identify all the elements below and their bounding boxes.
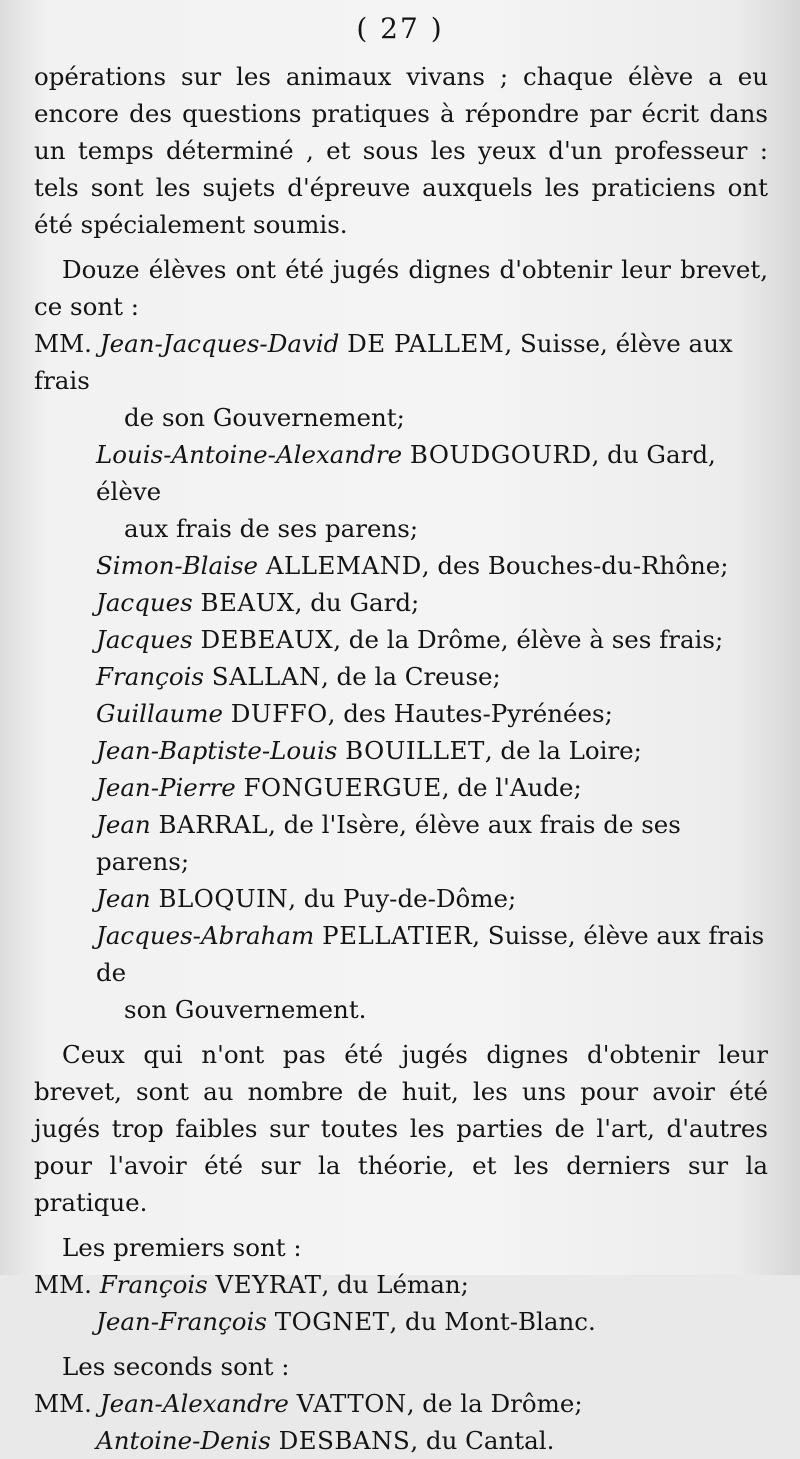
surname: ALLEMAND <box>265 551 422 580</box>
given-name: Jean-Pierre <box>96 773 236 802</box>
list-item <box>34 732 768 769</box>
surname: BLOQUIN <box>158 884 289 913</box>
given-name: Jean-Jacques-David <box>99 329 340 358</box>
origin: , du Cantal. <box>410 1426 555 1455</box>
origin: , de la Creuse; <box>320 662 501 691</box>
list-item <box>34 1266 768 1303</box>
list-item <box>34 880 768 917</box>
list-item-continuation: aux frais de ses parens; <box>124 514 419 543</box>
given-name: Jean-Baptiste-Louis <box>96 736 338 765</box>
list-item <box>34 584 768 621</box>
origin: , de l'Aude; <box>441 773 582 802</box>
list-item <box>34 695 768 732</box>
surname: DESBANS <box>278 1426 411 1455</box>
list-item-continuation: son Gouvernement. <box>124 995 367 1024</box>
origin: , Suisse, élève aux frais <box>34 329 733 395</box>
list-item <box>34 1385 768 1422</box>
admitted-students-list <box>34 325 768 1028</box>
list-item <box>34 658 768 695</box>
surname: SALLAN <box>211 662 321 691</box>
page-body <box>34 58 768 1459</box>
mm-prefix: MM. <box>34 329 92 358</box>
origin: , de la Drôme, élève à ses frais; <box>333 625 724 654</box>
surname: DE PALLEM <box>347 329 505 358</box>
list-item <box>34 917 768 991</box>
mm-prefix: MM. <box>34 1270 92 1299</box>
given-name: François <box>96 662 204 691</box>
page-number: ( 27 ) <box>356 12 444 45</box>
seconds-list <box>34 1385 768 1459</box>
given-name: Jacques <box>96 588 193 617</box>
origin: , du Mont-Blanc. <box>389 1307 596 1336</box>
surname: VATTON <box>296 1389 407 1418</box>
surname: VEYRAT <box>215 1270 322 1299</box>
list-item-continuation: de son Gouvernement; <box>124 403 405 432</box>
paragraph-2: Douze élèves ont été jugés dignes d'obtenir leur brevet, ce sont : <box>34 255 768 321</box>
list-item <box>34 1303 768 1340</box>
paragraph-1: opérations sur les animaux vivans ; chaque élève a eu encore des questions pratiques à répondre par écrit dans un temps déterminé , et sous les yeux d'un professeur : tels sont les sujets d'épreuve auxquels les praticiens ont été spécialement soumis. <box>34 62 768 239</box>
list-item <box>34 325 768 399</box>
given-name: Antoine-Denis <box>96 1426 271 1455</box>
given-name: Louis-Antoine-Alexandre <box>96 440 403 469</box>
surname: FONGUERGUE <box>243 773 442 802</box>
origin: , de l'Isère, élève aux frais de ses parens; <box>96 810 681 876</box>
given-name: Jacques <box>96 625 193 654</box>
given-name: François <box>99 1270 208 1299</box>
seconds-heading: Les seconds sont : <box>62 1352 290 1381</box>
given-name: Guillaume <box>96 699 223 728</box>
given-name: Jean-Alexandre <box>99 1389 289 1418</box>
premiers-list <box>34 1266 768 1340</box>
list-item <box>34 621 768 658</box>
list-item <box>34 436 768 510</box>
given-name: Jacques-Abraham <box>96 921 315 950</box>
given-name: Jean <box>96 884 151 913</box>
origin: , du Gard; <box>294 588 420 617</box>
given-name: Jean-François <box>96 1307 267 1336</box>
surname: PELLATIER <box>322 921 473 950</box>
origin: , du Puy-de-Dôme; <box>288 884 517 913</box>
mm-prefix: MM. <box>34 1389 92 1418</box>
premiers-heading: Les premiers sont : <box>62 1233 302 1262</box>
surname: BARRAL <box>158 810 269 839</box>
origin: , des Bouches-du-Rhône; <box>421 551 729 580</box>
surname: DUFFO <box>230 699 328 728</box>
list-item <box>34 806 768 880</box>
origin: , de la Drôme; <box>406 1389 583 1418</box>
list-item <box>34 547 768 584</box>
surname: BOUILLET <box>345 736 485 765</box>
origin: , Suisse, élève aux frais de <box>96 921 765 987</box>
surname: TOGNET <box>274 1307 390 1336</box>
given-name: Simon-Blaise <box>96 551 259 580</box>
paragraph-3: Ceux qui n'ont pas été jugés dignes d'obtenir leur brevet, sont au nombre de huit, les uns pour avoir été jugés trop faibles sur toutes les parties de l'art, d'autres pour l'avoir été sur la théorie, et les derniers sur la pratique. <box>34 1040 768 1217</box>
surname: BEAUX <box>200 588 295 617</box>
surname: BOUDGOURD <box>409 440 592 469</box>
origin: , de la Loire; <box>484 736 642 765</box>
origin: , du Léman; <box>321 1270 469 1299</box>
origin: , des Hautes-Pyrénées; <box>327 699 613 728</box>
given-name: Jean <box>96 810 151 839</box>
origin: , du Gard, élève <box>96 440 716 506</box>
surname: DEBEAUX <box>200 625 334 654</box>
list-item <box>34 1422 768 1459</box>
list-item <box>34 769 768 806</box>
